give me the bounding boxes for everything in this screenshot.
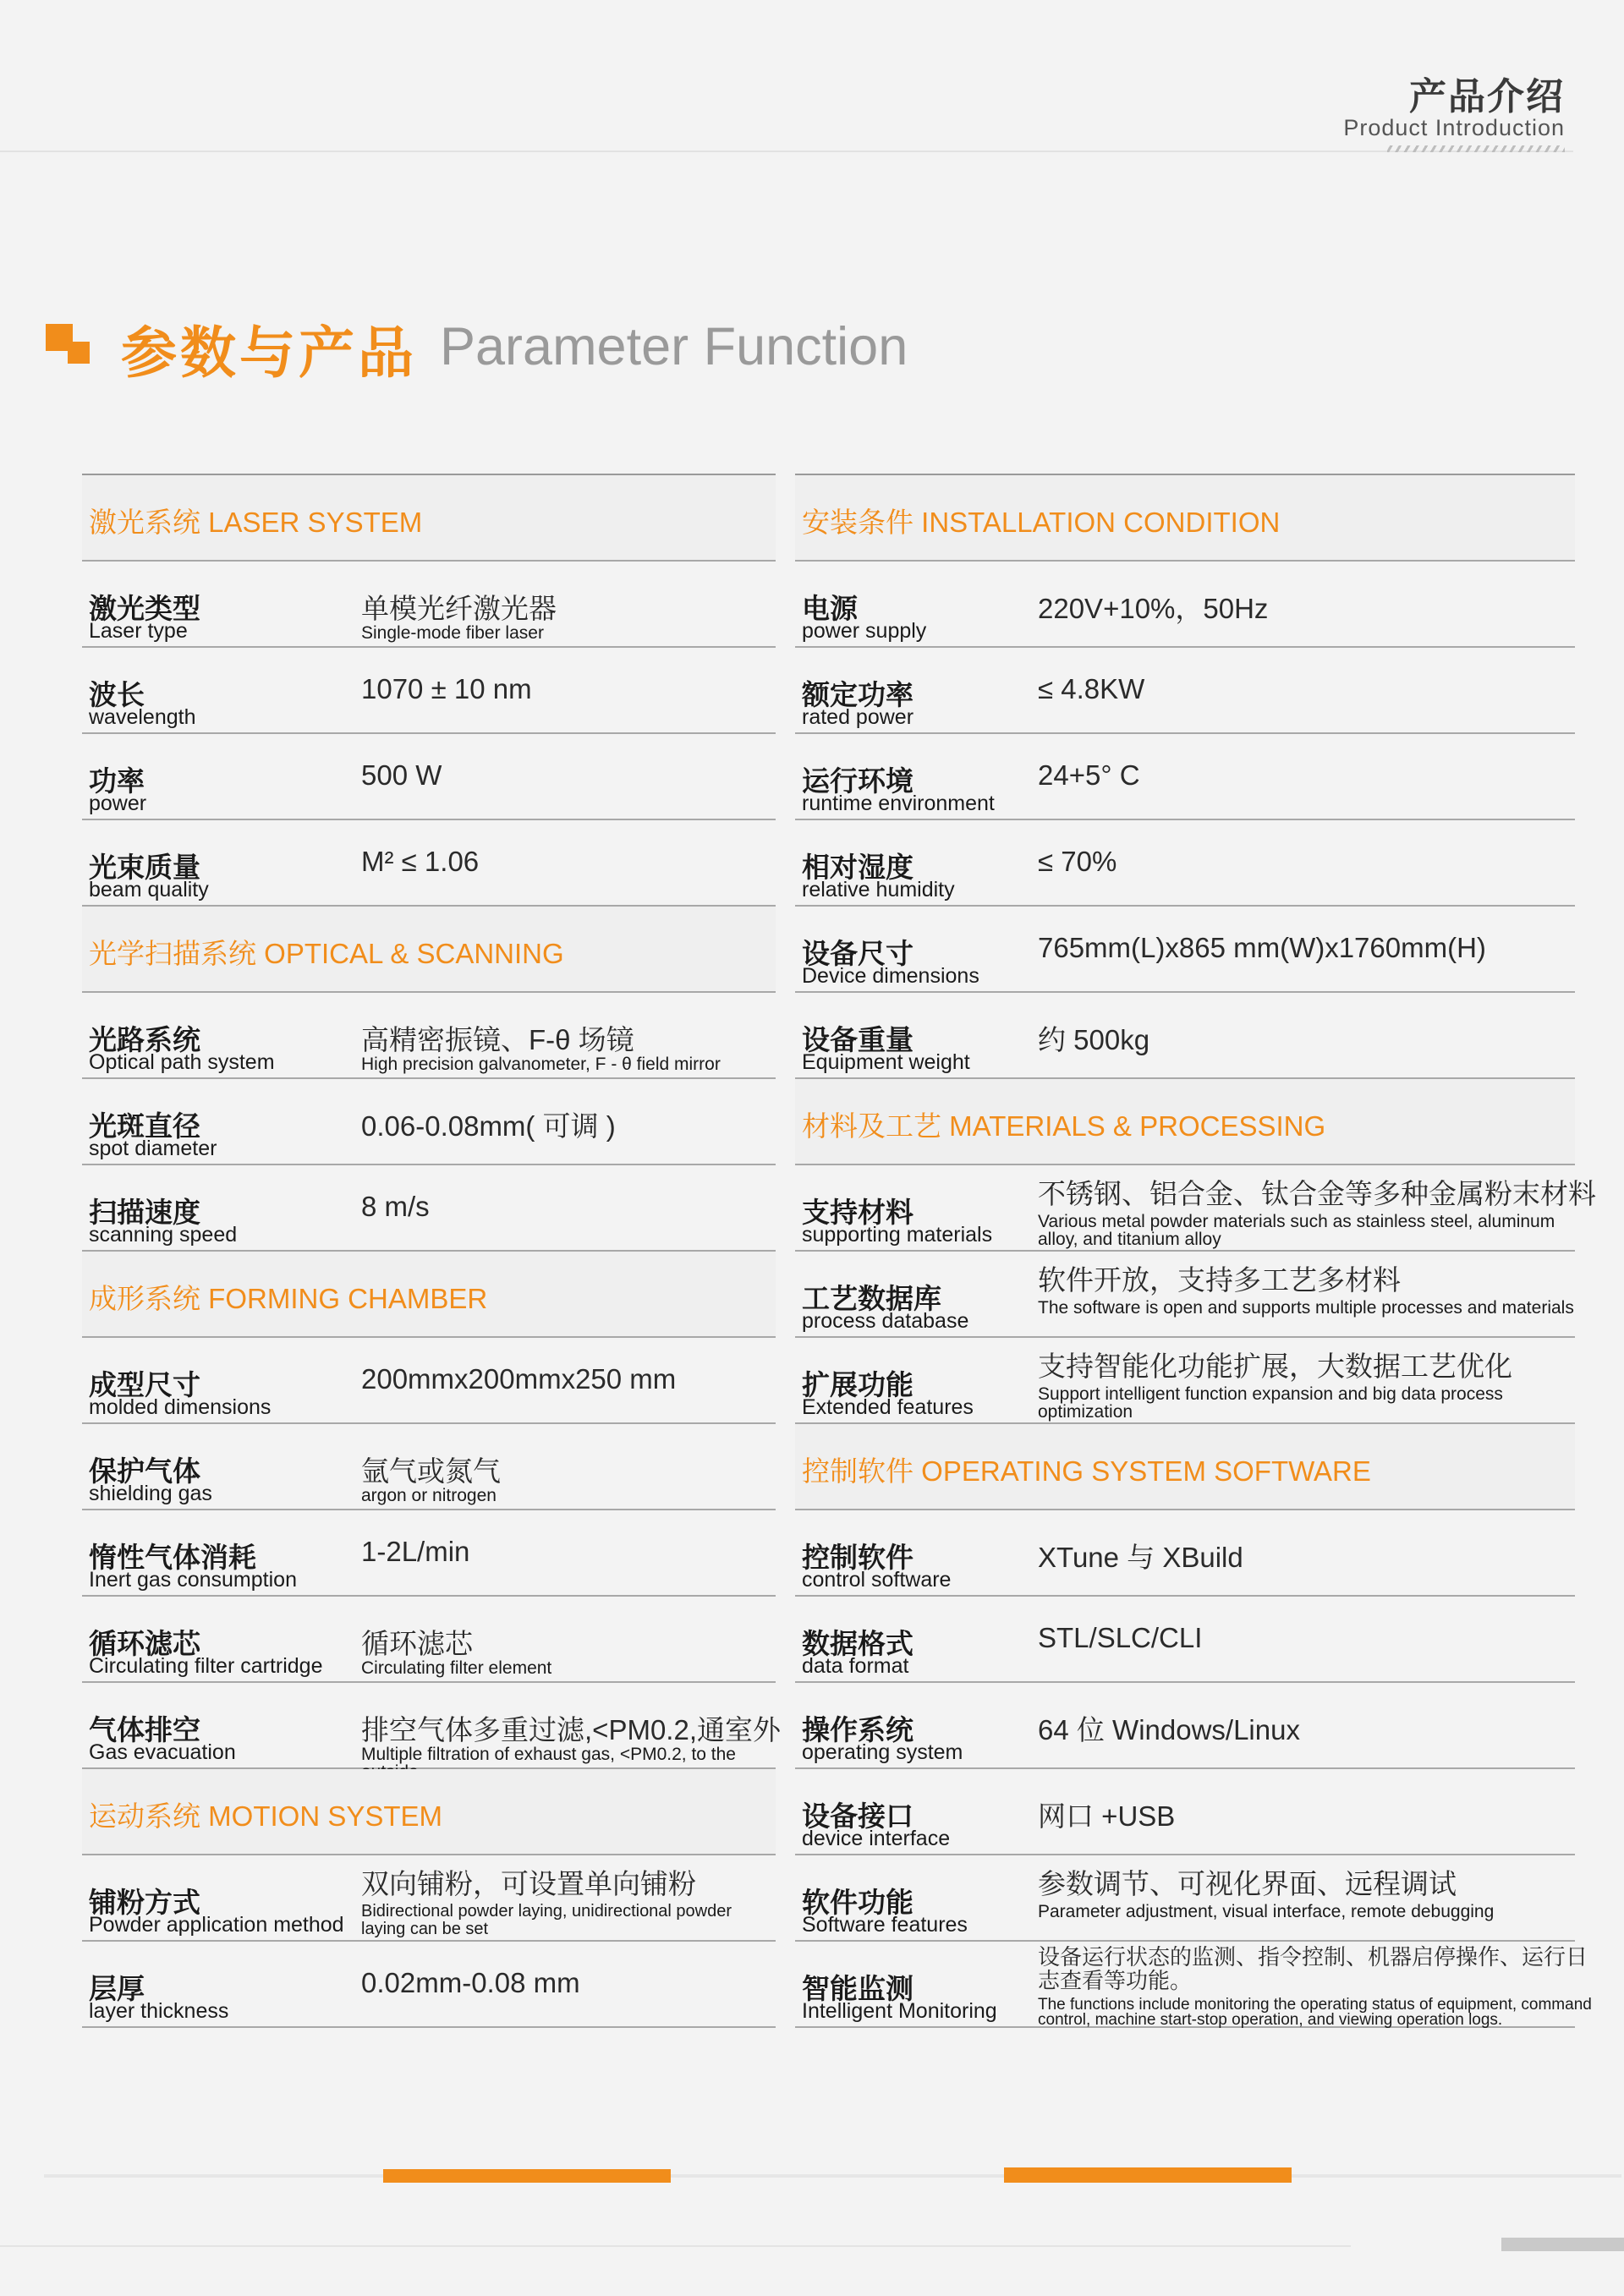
spec-value-en: Bidirectional powder laying, unidirectional powder laying can be set [361, 1902, 732, 1938]
spec-row [82, 734, 776, 820]
spec-value: 网口 +USB [1038, 1800, 1176, 1832]
spec-label-en: beam quality [89, 878, 209, 901]
spec-row [82, 562, 776, 648]
section-header-row [82, 907, 776, 993]
spec-label-en: Laser type [89, 619, 188, 643]
spec-label-en: Device dimensions [802, 964, 979, 988]
spec-row [795, 1855, 1575, 1942]
spec-row [795, 734, 1575, 820]
spec-value: 0.02mm-0.08 mm [361, 1967, 580, 1998]
section-title: 光学扫描系统 OPTICAL & SCANNING [89, 938, 564, 969]
spec-value: 500 W [361, 759, 442, 791]
spec-value: 单模光纤激光器 [361, 593, 557, 624]
spec-label-zh: 相对湿度 [802, 852, 914, 883]
spec-label-zh: 保护气体 [89, 1455, 200, 1487]
footer-divider [44, 2174, 1621, 2178]
page-title-en: Parameter Function [440, 317, 908, 376]
spec-row [795, 1597, 1575, 1683]
spec-value-en: Support intelligent function expansion and big data process optimization [1038, 1384, 1503, 1422]
spec-label-zh: 循环滤芯 [89, 1628, 200, 1659]
spec-value: STL/SLC/CLI [1038, 1622, 1203, 1653]
spec-row [795, 1942, 1592, 2029]
spec-label-en: power [89, 792, 147, 815]
section-title: 控制软件 OPERATING SYSTEM SOFTWARE [802, 1455, 1371, 1487]
spec-row [795, 1510, 1575, 1597]
section-header-row [795, 1424, 1575, 1510]
spec-row [795, 1769, 1575, 1855]
spec-value-en: argon or nitrogen [361, 1486, 497, 1505]
spec-value: 24+5° C [1038, 759, 1140, 791]
spec-label-en: Gas evacuation [89, 1740, 236, 1764]
spec-label-zh: 光路系统 [89, 1024, 200, 1055]
spec-value: 220V+10%，50Hz [1038, 593, 1269, 624]
spec-value: 软件开放，支持多工艺多材料 [1038, 1264, 1401, 1296]
section-title: 运动系统 MOTION SYSTEM [89, 1800, 443, 1832]
spec-label-en: shielding gas [89, 1482, 212, 1505]
spec-row [795, 1683, 1575, 1769]
spec-label-en: supporting materials [802, 1223, 993, 1247]
spec-label-zh: 设备重量 [802, 1024, 914, 1055]
spec-value: 200mmx200mmx250 mm [361, 1363, 677, 1395]
section-title: 激光系统 LASER SYSTEM [89, 507, 423, 538]
spec-label-zh: 铺粉方式 [89, 1887, 200, 1918]
spec-label-en: Circulating filter cartridge [89, 1654, 323, 1678]
spec-label-en: rated power [802, 705, 914, 729]
spec-row [795, 1165, 1596, 1252]
section-title: 材料及工艺 MATERIALS & PROCESSING [802, 1110, 1326, 1142]
spec-label-zh: 控制软件 [802, 1542, 914, 1573]
section-title: 成形系统 FORMING CHAMBER [89, 1283, 488, 1314]
spec-value: 1-2L/min [361, 1536, 470, 1567]
spec-label-zh: 层厚 [89, 1973, 145, 2004]
spec-row [795, 907, 1575, 993]
spec-value: 不锈钢、铝合金、钛合金等多种金属粉末材料 [1038, 1178, 1596, 1209]
spec-label-en: Powder application method [89, 1913, 344, 1937]
spec-value: 参数调节、可视化界面、远程调试 [1038, 1868, 1457, 1899]
spec-row [795, 562, 1575, 648]
spec-row [82, 1165, 776, 1252]
spec-row [82, 648, 776, 734]
spec-value-en: Multiple filtration of exhaust gas, <PM0.2, to the [361, 1745, 736, 1764]
spec-label-en: device interface [802, 1827, 951, 1850]
spec-value: 8 m/s [361, 1191, 430, 1222]
spec-label-en: layer thickness [89, 1999, 229, 2023]
spec-value: 1070 ± 10 nm [361, 673, 532, 704]
header-divider [0, 151, 1573, 152]
section-header-row [795, 475, 1575, 562]
spec-row [82, 993, 776, 1079]
spec-label-zh: 光斑直径 [89, 1110, 200, 1142]
spec-label-zh: 数据格式 [802, 1628, 914, 1659]
spec-label-en: control software [802, 1568, 952, 1592]
spec-label-zh: 激光类型 [89, 593, 200, 624]
spec-value: 支持智能化功能扩展，大数据工艺优化 [1038, 1351, 1512, 1382]
spec-row [82, 1855, 776, 1942]
spec-value-en: Circulating filter element [361, 1658, 552, 1678]
spec-value: ≤ 4.8KW [1038, 673, 1145, 704]
spec-label-en: Software features [802, 1913, 968, 1937]
spec-value: 765mm(L)x865 mm(W)x1760mm(H) [1038, 932, 1486, 963]
section-header-row [82, 1252, 776, 1338]
spec-label-zh: 气体排空 [89, 1714, 200, 1745]
spec-label-zh: 设备接口 [802, 1800, 914, 1832]
footer-bottom-line [0, 2245, 1351, 2247]
spec-label-en: Inert gas consumption [89, 1568, 297, 1592]
spec-label-en: spot diameter [89, 1137, 217, 1160]
left-spec-column [82, 474, 781, 2028]
spec-row [795, 820, 1575, 907]
page-title-zh: 参数与产品 [121, 321, 417, 384]
header-slash-decoration [1387, 145, 1565, 152]
spec-label-zh: 扩展功能 [802, 1369, 914, 1400]
spec-row [82, 1597, 776, 1683]
spec-label-zh: 工艺数据库 [802, 1283, 941, 1314]
spec-label-zh: 设备尺寸 [802, 938, 914, 969]
title-square-small-icon [68, 342, 90, 364]
footer-accent-bar-right [1004, 2167, 1292, 2183]
spec-row [82, 1942, 776, 2028]
spec-label-en: relative humidity [802, 878, 955, 901]
spec-value: 约 500kg [1038, 1024, 1150, 1055]
spec-value: 循环滤芯 [361, 1628, 473, 1659]
section-header-row [82, 1769, 776, 1855]
spec-label-en: scanning speed [89, 1223, 238, 1247]
spec-row [82, 820, 776, 907]
spec-row [82, 1510, 776, 1597]
footer-accent-bar-left [383, 2169, 671, 2183]
spec-value-en: The software is open and supports multiple processes and materials [1038, 1298, 1574, 1318]
spec-value: M² ≤ 1.06 [361, 846, 480, 877]
spec-row [82, 1424, 776, 1510]
spec-value-en: The functions include monitoring the operating status of equipment, command control, machine start-stop operation, and viewing operation logs. [1038, 1996, 1592, 2029]
section-header-row [795, 1079, 1575, 1165]
spec-value: 排空气体多重过滤,<PM0.2,通室外 [361, 1714, 781, 1745]
spec-row [795, 993, 1575, 1079]
spec-label-zh: 光束质量 [89, 852, 200, 883]
spec-row [795, 648, 1575, 734]
spec-value: 双向铺粉，可设置单向铺粉 [361, 1868, 696, 1899]
section-title: 安装条件 INSTALLATION CONDITION [802, 507, 1281, 538]
spec-label-zh: 智能监测 [802, 1973, 914, 2004]
header-title-zh: 产品介绍 [1409, 76, 1565, 118]
spec-value: XTune 与 XBuild [1038, 1542, 1243, 1573]
spec-value: 高精密振镜、F-θ 场镜 [361, 1024, 634, 1055]
spec-label-zh: 惰性气体消耗 [89, 1542, 256, 1573]
spec-label-zh: 波长 [89, 679, 145, 710]
spec-value: 0.06-0.08mm( 可调 ) [361, 1110, 616, 1142]
spec-label-en: data format [802, 1654, 909, 1678]
spec-value-en: Single-mode fiber laser [361, 623, 544, 643]
spec-label-en: Equipment weight [802, 1050, 970, 1074]
section-header-row [82, 475, 776, 562]
spec-value: 氩气或氮气 [361, 1455, 501, 1487]
spec-row [795, 1252, 1575, 1338]
spec-row [82, 1079, 776, 1165]
spec-value: 64 位 Windows/Linux [1038, 1714, 1300, 1745]
spec-label-en: Extended features [802, 1395, 974, 1419]
spec-value-en: Various metal powder materials such as stainless steel, aluminum alloy, and titanium alloy [1038, 1212, 1555, 1249]
spec-row [795, 1338, 1575, 1424]
spec-label-en: Optical path system [89, 1050, 275, 1074]
spec-label-en: molded dimensions [89, 1395, 272, 1419]
spec-row [82, 1683, 781, 1769]
spec-label-zh: 支持材料 [802, 1197, 914, 1228]
spec-label-zh: 操作系统 [802, 1714, 914, 1745]
spec-label-zh: 功率 [89, 765, 145, 797]
spec-label-en: operating system [802, 1740, 963, 1764]
spec-label-zh: 软件功能 [802, 1887, 914, 1918]
header-title-en: Product Introduction [1343, 115, 1565, 140]
spec-label-zh: 扫描速度 [89, 1197, 200, 1228]
spec-label-zh: 成型尺寸 [89, 1369, 200, 1400]
spec-value-en: High precision galvanometer, F - θ field mirror [361, 1055, 721, 1074]
spec-label-zh: 电源 [802, 593, 858, 624]
spec-label-en: runtime environment [802, 792, 995, 815]
spec-value: 设备运行状态的监测、指令控制、机器启停操作、运行日志查看等功能。 [1038, 1944, 1588, 1993]
spec-label-en: process database [802, 1309, 969, 1333]
spec-value-en: Parameter adjustment, visual interface, remote debugging [1038, 1902, 1495, 1921]
spec-label-zh: 运行环境 [802, 765, 914, 797]
footer-gray-block [1501, 2238, 1624, 2251]
spec-label-en: Intelligent Monitoring [802, 1999, 997, 2023]
spec-row [82, 1338, 776, 1424]
spec-value: ≤ 70% [1038, 846, 1117, 877]
right-spec-column [795, 474, 1596, 2029]
spec-label-en: power supply [802, 619, 927, 643]
spec-label-zh: 额定功率 [802, 679, 914, 710]
spec-label-en: wavelength [89, 705, 196, 729]
